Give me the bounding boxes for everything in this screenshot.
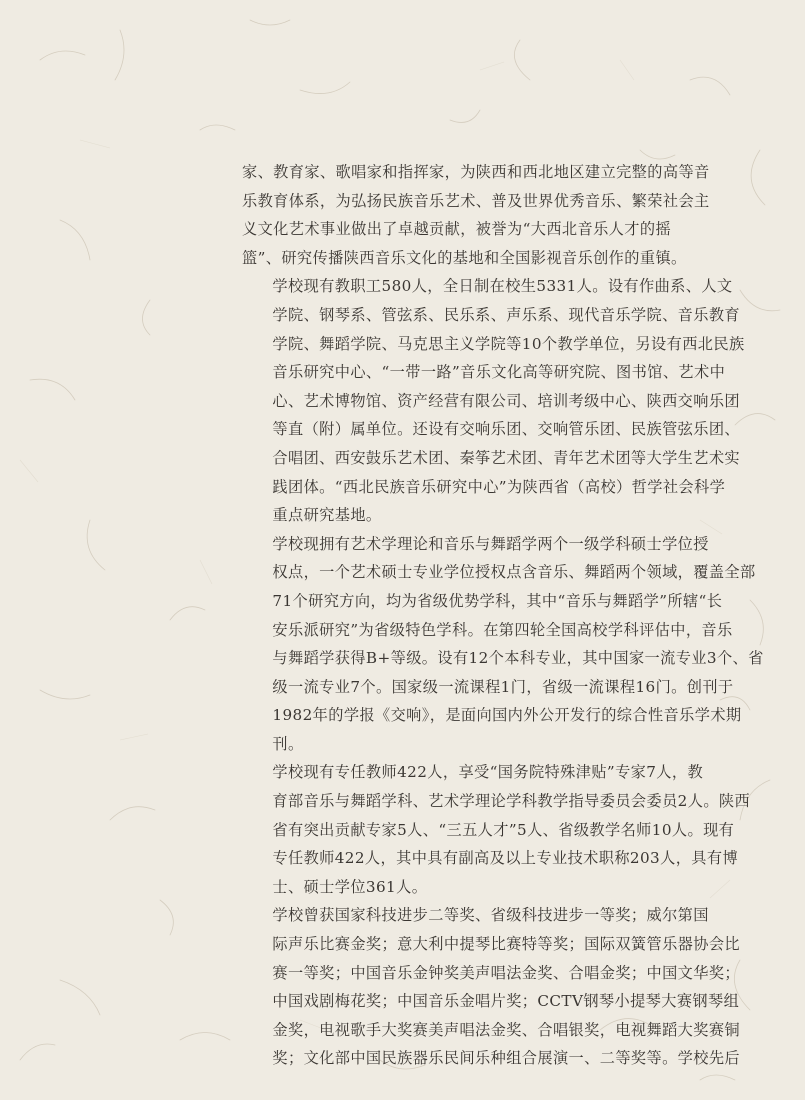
text-line: 际声乐比赛金奖；意大利中提琴比赛特等奖；国际双簧管乐器协会比: [272, 935, 741, 954]
text-line: 1982年的学报《交响》，是面向国内外公开发行的综合性音乐学术期: [272, 706, 742, 725]
text-line: 心、艺术博物馆、资产经营有限公司、培训考级中心、陕西交响乐团: [272, 391, 741, 410]
text-line: 士、硕士学位361人。: [272, 877, 428, 896]
text-line: 学校现有专任教师422人，享受“国务院特殊津贴”专家7人，教: [272, 763, 704, 782]
text-line: 合唱团、西安鼓乐艺术团、秦筝艺术团、青年艺术团等大学生艺术实: [272, 448, 741, 467]
text-line: 音乐研究中心、“一带一路”音乐文化高等研究院、图书馆、艺术中: [272, 363, 726, 382]
paragraph-faculty: [242, 758, 751, 901]
paragraph-school-history: [242, 158, 708, 272]
text-line: 金奖，电视歌手大奖赛美声唱法金奖、合唱银奖，电视舞蹈大奖赛铜: [272, 1020, 741, 1039]
text-line: 学校曾获国家科技进步二等奖、省级科技进步一等奖；威尔第国: [272, 906, 709, 925]
text-line: 与舞蹈学获得B+等级。设有12个本科专业，其中国家一流专业3个、省: [272, 649, 764, 668]
text-line: 义文化艺术事业做出了卓越贡献，被誉为“大西北音乐人才的摇: [242, 220, 672, 239]
paragraph-degree-programs: [242, 530, 764, 759]
text-line: 学校现有教职工580人，全日制在校生5331人。设有作曲系、人文: [272, 277, 733, 296]
text-line: 中国戏剧梅花奖；中国音乐金唱片奖；CCTV钢琴小提琴大赛钢琴组: [272, 992, 740, 1011]
paragraph-staff-and-departments: [242, 272, 745, 529]
text-line: 奖；文化部中国民族器乐民间乐种组合展演一、二等奖等。学校先后: [272, 1049, 741, 1068]
text-line: 权点，一个艺术硕士专业学位授权点含音乐、舞蹈两个领域，覆盖全部: [272, 563, 756, 582]
text-line: 家、教育家、歌唱家和指挥家，为陕西和西北地区建立完整的高等音: [242, 163, 710, 181]
text-line: 级一流专业7个。国家级一流课程1门，省级一流课程16门。创刊于: [272, 677, 734, 696]
text-line: 篮”、研究传播陕西音乐文化的基地和全国影视音乐创作的重镇。: [242, 248, 687, 267]
text-line: 乐教育体系，为弘扬民族音乐艺术、普及世界优秀音乐、繁荣社会主: [242, 191, 710, 210]
text-line: 专任教师422人，其中具有副高及以上专业技术职称203人，具有博: [272, 849, 739, 868]
text-line: 育部音乐与舞蹈学科、艺术学理论学科教学指导委员会委员2人。陕西: [272, 792, 751, 811]
text-line: 学校现拥有艺术学理论和音乐与舞蹈学两个一级学科硕士学位授: [272, 534, 709, 553]
text-line: 践团体。“西北民族音乐研究中心”为陕西省（高校）哲学社会科学: [272, 477, 726, 496]
text-line: 刊。: [272, 734, 304, 753]
text-line: 等直（附）属单位。还设有交响乐团、交响管乐团、民族管弦乐团、: [272, 420, 741, 439]
text-line: 学院、舞蹈学院、马克思主义学院等10个教学单位，另设有西北民族: [272, 334, 745, 353]
text-line: 赛一等奖；中国音乐金钟奖美声唱法金奖、合唱金奖；中国文华奖；: [272, 963, 741, 982]
text-line: 71个研究方向，均为省级优势学科，其中“音乐与舞蹈学”所辖“长: [272, 591, 723, 610]
text-line: 省有突出贡献专家5人、“三五人才”5人、省级教学名师10人。现有: [272, 820, 735, 839]
text-line: 学院、钢琴系、管弦系、民乐系、声乐系、现代音乐学院、音乐教育: [272, 305, 741, 324]
text-line: 重点研究基地。: [272, 506, 382, 525]
text-line: 安乐派研究”为省级特色学科。在第四轮全国高校学科评估中，音乐: [272, 620, 733, 639]
body-text: [242, 158, 764, 1073]
paragraph-awards: [242, 901, 741, 1073]
